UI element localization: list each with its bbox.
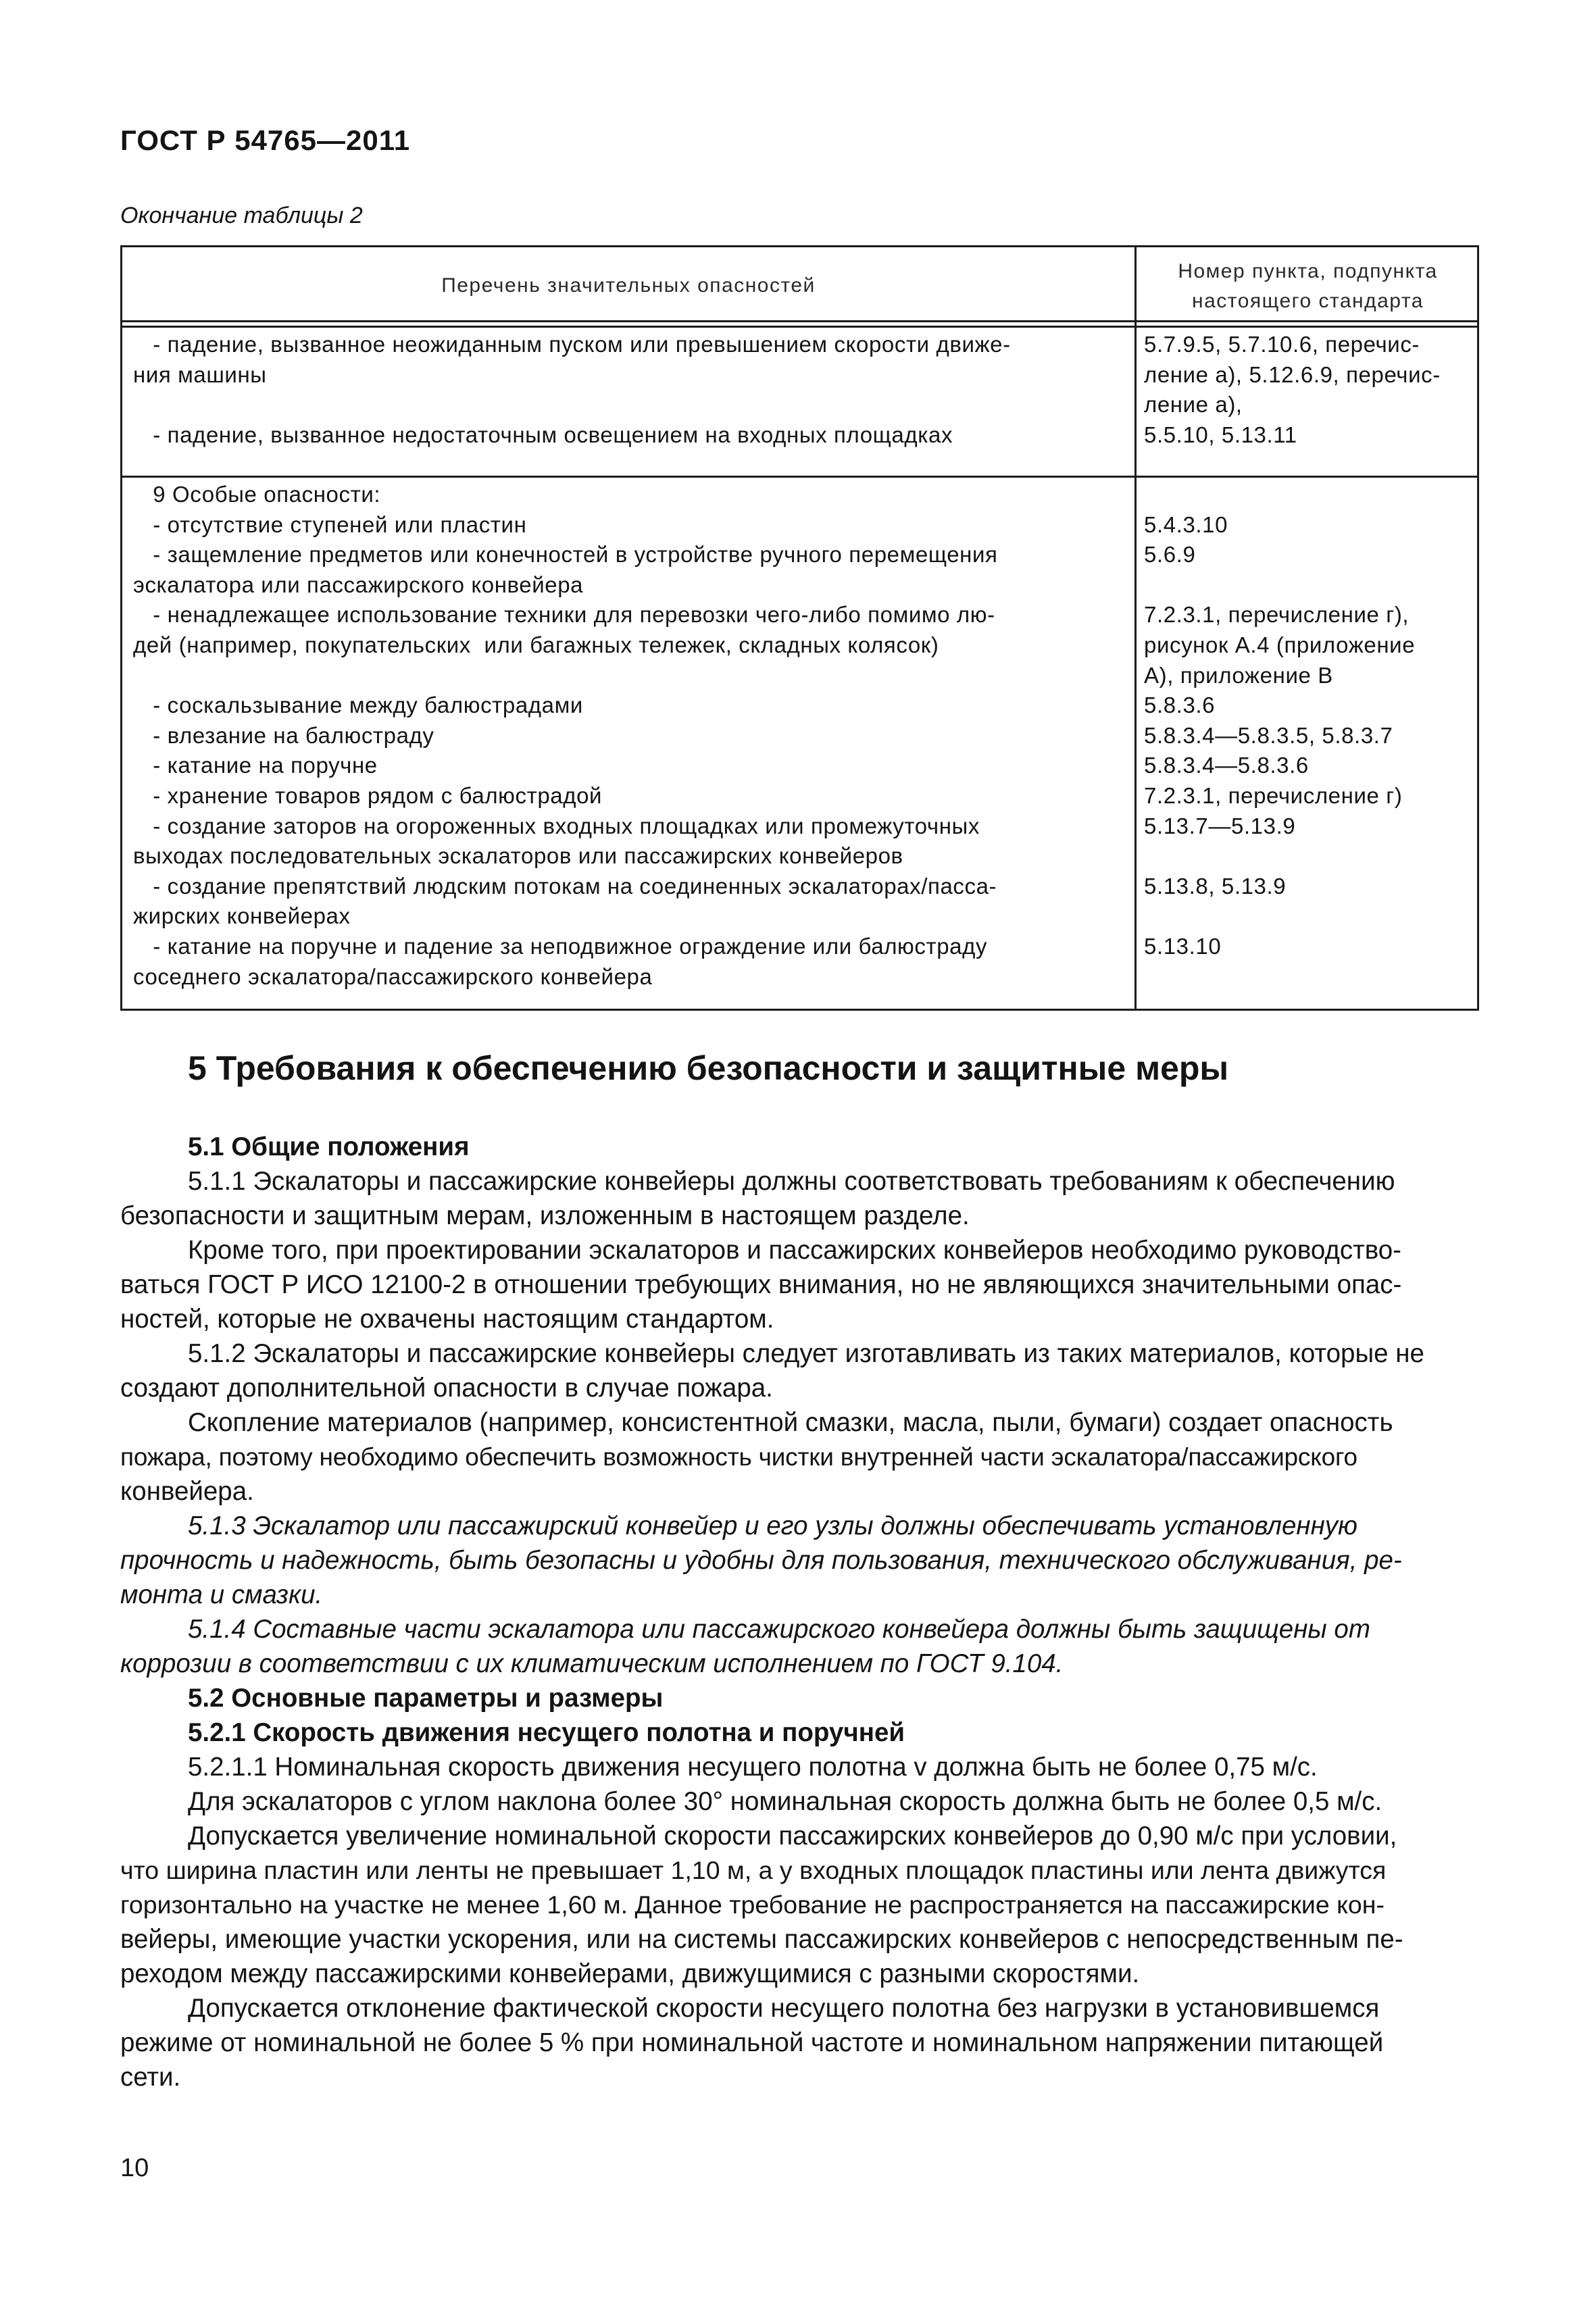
table-cell-line: 7.2.3.1, перечисление г) <box>1144 782 1403 808</box>
group1-hazards <box>133 330 1125 450</box>
table-cell-line: - создание препятствий людским потокам на соединенных эскалаторах/пасса- <box>133 873 997 899</box>
table-cell-line: 5.8.3.6 <box>1144 693 1216 718</box>
paragraph-line: 5.2.1.1 Номинальная скорость движения несущего полотна v должна быть не более 0,75 м/с. <box>188 1753 1318 1782</box>
paragraph-line: сети. <box>120 2063 181 2092</box>
section-body <box>120 1130 1480 2094</box>
table-cell-line: 5.13.7—5.13.9 <box>1144 813 1296 838</box>
paragraph-line: режиме от номинальной не более 5 % при номинальной частоте и номинальном напряжении питающей <box>120 2028 1384 2057</box>
table-cell-line: - катание на поручне и падение за неподвижное ограждение или балюстраду <box>133 933 988 959</box>
table-cell-line: 5.8.3.4—5.8.3.6 <box>1144 753 1309 778</box>
table-cell-line: 9 Особые опасности: <box>133 482 381 507</box>
table-cell-line: 5.8.3.4—5.8.3.5, 5.8.3.7 <box>1144 722 1393 748</box>
subsection-heading: 5.1 Общие положения <box>188 1132 470 1161</box>
subsection-heading: 5.2 Основные параметры и размеры <box>188 1684 664 1713</box>
table-cell-line: - падение, вызванное неожиданным пуском или превышением скорости движе- <box>133 332 1011 357</box>
table-cell-line <box>133 390 1125 420</box>
table-cell-line: ление а), 5.12.6.9, перечис- <box>1144 361 1441 387</box>
table-header-clause: Номер пункта, подпункта настоящего стандарта <box>1178 260 1438 312</box>
paragraph-line: создают дополнительной опасности в случае пожара. <box>120 1374 773 1403</box>
paragraph-line: 5.1.3 Эскалатор или пассажирский конвейер и его узлы должны обеспечивать установленную <box>188 1511 1357 1540</box>
table-header-rule-top <box>122 320 1477 322</box>
table-cell-line: ния машины <box>133 361 267 387</box>
table-cell-line <box>1144 962 1472 992</box>
table-cell-line <box>1144 480 1472 510</box>
section-title: 5 Требования к обеспечению безопасности и защитные меры <box>188 1049 1229 1087</box>
table-cell-line: 5.6.9 <box>1144 542 1196 568</box>
document-code: ГОСТ Р 54765—2011 <box>120 124 411 156</box>
group2-clauses <box>1144 480 1472 992</box>
paragraph-line: реходом между пассажирскими конвейерами, движущимися с разными скоростями. <box>120 1959 1140 1988</box>
table-cell-line: 5.5.10, 5.13.11 <box>1144 422 1297 447</box>
table-cell-line <box>1144 841 1472 872</box>
paragraph-line: 5.1.4 Составные части эскалатора или пассажирского конвейера должны быть защищены от <box>188 1615 1370 1644</box>
table-cell-line <box>133 661 1125 691</box>
paragraph-line: Допускается отклонение фактической скорости несущего полотна без нагрузки в установившемся <box>188 1994 1380 2023</box>
table-cell-line: - ненадлежащее использование техники для перевозки чего-либо помимо лю- <box>133 602 995 628</box>
table-cell-line: 5.13.10 <box>1144 933 1222 959</box>
table-cell-line: рисунок А.4 (приложение <box>1144 632 1416 657</box>
paragraph-line: горизонтально на участке не менее 1,60 м. Данное требование не распространяется на пассажирские кон- <box>120 1890 1385 1919</box>
paragraph-line: Кроме того, при проектировании эскалаторов и пассажирских конвейеров необходимо руководство- <box>188 1236 1402 1265</box>
table-cell-line: соседнего эскалатора/пассажирского конвейера <box>133 963 653 989</box>
table-cell-line: жирских конвейерах <box>133 903 351 929</box>
table-cell-line: - падение, вызванное недостаточным освещением на входных площадках <box>133 422 953 447</box>
table-continuation-caption: Окончание таблицы 2 <box>120 203 363 228</box>
table-cell-line: 5.4.3.10 <box>1144 511 1228 537</box>
paragraph-line: Допускается увеличение номинальной скорости пассажирских конвейеров до 0,90 м/с при условии, <box>188 1821 1397 1851</box>
paragraph-line: 5.1.1 Эскалаторы и пассажирские конвейеры должны соответствовать требованиям к обеспечению <box>188 1167 1395 1196</box>
table-group-divider <box>122 476 1477 478</box>
paragraph-line: вейеры, имеющие участки ускорения, или на системы пассажирских конвейеров с непосредственным пе- <box>120 1925 1403 1954</box>
table-cell-line: 5.13.8, 5.13.9 <box>1144 873 1287 899</box>
table-cell-line: ление а), <box>1144 392 1243 418</box>
group2-hazards <box>133 480 1125 992</box>
paragraph-line: что ширина пластин или ленты не превышает 1,10 м, а у входных площадок пластины или лента движутся <box>120 1856 1387 1884</box>
table-cell-line <box>1144 901 1472 932</box>
paragraph-line: Скопление материалов (например, консистентной смазки, масла, пыли, бумаги) создает опасность <box>188 1408 1393 1437</box>
paragraph-line: безопасности и защитным мерам, изложенным в настоящем разделе. <box>120 1201 970 1230</box>
paragraph-line: ваться ГОСТ Р ИСО 12100-2 в отношении требующих внимания, но не являющихся значительными опас- <box>120 1270 1402 1299</box>
table-header-hazards: Перечень значительных опасностей <box>441 274 816 297</box>
table-cell-line: - защемление предметов или конечностей в устройстве ручного перемещения <box>133 542 998 568</box>
paragraph-line: 5.1.2 Эскалаторы и пассажирские конвейеры следует изготавливать из таких материалов, которые не <box>188 1339 1424 1368</box>
table-cell-line: 7.2.3.1, перечисление г), <box>1144 602 1410 628</box>
paragraph-line: конвейера. <box>120 1477 254 1506</box>
table-cell-line: - хранение товаров рядом с балюстрадой <box>133 782 603 808</box>
group1-clauses <box>1144 330 1472 450</box>
paragraph-line: коррозии в соответствии с их климатическим исполнением по ГОСТ 9.104. <box>120 1649 1064 1678</box>
page-number: 10 <box>120 2154 149 2182</box>
paragraph-line: прочность и надежность, быть безопасны и удобны для пользования, технического обслуживания, ре- <box>120 1546 1402 1575</box>
table-cell-line: - отсутствие ступеней или пластин <box>133 511 527 537</box>
table-header-rule-bottom <box>122 326 1477 328</box>
hazards-table <box>120 245 1479 1011</box>
table-cell-line: - соскальзывание между балюстрадами <box>133 693 583 718</box>
paragraph-line: Для эскалаторов с углом наклона более 30° номинальная скорость должна быть не более 0,5 м/с. <box>188 1787 1382 1816</box>
paragraph-line: монта и смазки. <box>120 1580 323 1609</box>
subsection-heading: 5.2.1 Скорость движения несущего полотна и поручней <box>188 1718 905 1747</box>
table-cell-line: - катание на поручне <box>133 753 378 778</box>
table-cell-line <box>1144 570 1472 601</box>
table-cell-line: А), приложение В <box>1144 662 1333 688</box>
table-cell-line: эскалатора или пассажирского конвейера <box>133 572 584 597</box>
paragraph-line: ностей, которые не охвачены настоящим стандартом. <box>120 1305 774 1334</box>
table-cell-line: 5.7.9.5, 5.7.10.6, перечис- <box>1144 332 1420 357</box>
table-cell-line: выходах последовательных эскалаторов или пассажирских конвейеров <box>133 843 903 869</box>
paragraph-line: пожара, поэтому необходимо обеспечить возможность чистки внутренней части эскалатора/пассажирского <box>120 1443 1357 1471</box>
table-cell-line: - влезание на балюстраду <box>133 722 434 748</box>
table-cell-line: - создание заторов на огороженных входных площадках или промежуточных <box>133 813 980 838</box>
table-column-divider <box>1134 247 1137 1009</box>
table-cell-line: дей (например, покупательских или багажных тележек, складных колясок) <box>133 632 939 657</box>
